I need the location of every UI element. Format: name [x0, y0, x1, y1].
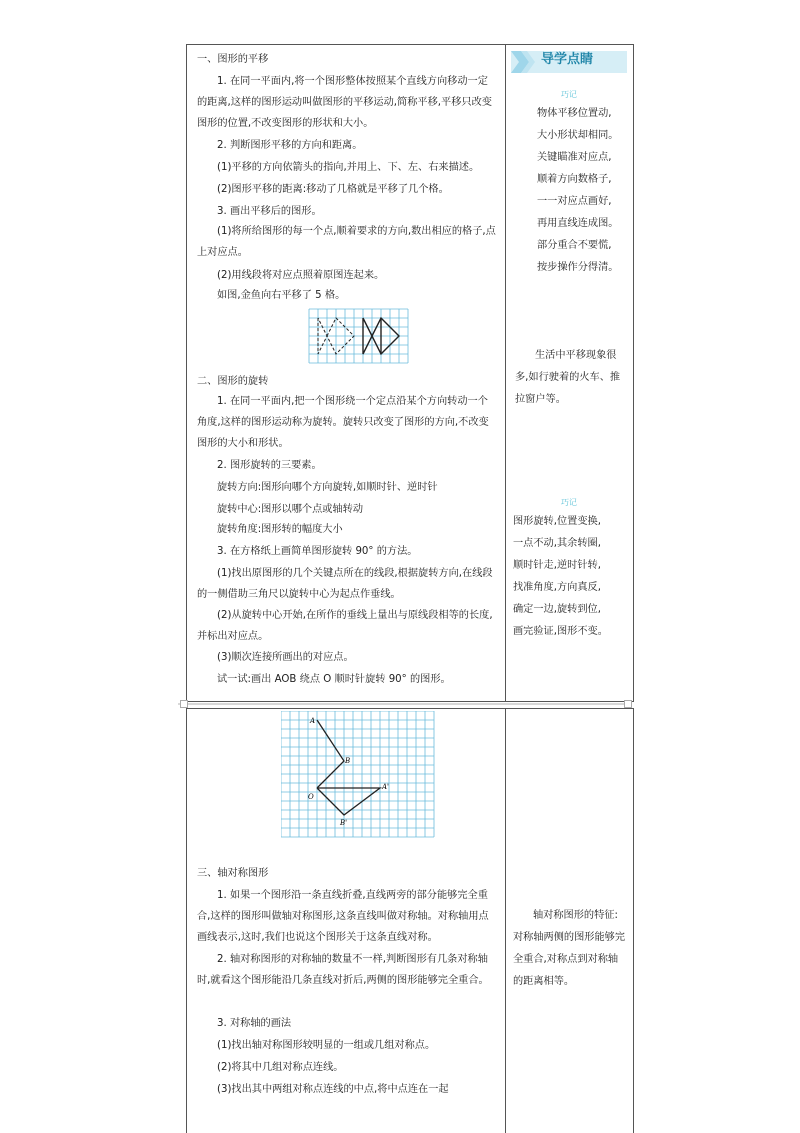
- section3-p1: 1. 如果一个图形沿一条直线折叠,直线两旁的部分能够完全重合,这样的图形叫做轴对称图形,这条直线叫做对称轴。对称轴用点画线表示,这时,我们也说这个图形关于这条直线对称。: [197, 890, 489, 943]
- sidebar-note1: 生活中平移现象很多,如行驶着的火车、推拉窗户等。: [515, 350, 621, 405]
- document-page-2: [186, 708, 634, 1133]
- section3-p6: (3)找出其中两组对称点连线的中点,将中点连在一起: [217, 1084, 449, 1095]
- mnemonic-line: 再用直线连成图。: [537, 218, 619, 229]
- page-break-marker-right: [624, 700, 632, 708]
- document-page-1: [186, 44, 634, 702]
- label-O: O: [308, 793, 314, 801]
- rotation-grid-figure: [281, 711, 437, 841]
- mnemonic-line: 一一对应点画好,: [537, 196, 612, 207]
- section1-p8: 如图,金鱼向右平移了 5 格。: [217, 290, 346, 301]
- mnemonic-line: 顺着方向数格子,: [537, 174, 612, 185]
- mnemonic-line: 一点不动,其余转圈,: [513, 538, 601, 549]
- label-A-prime: A': [382, 783, 389, 791]
- page-break-marker-left: [180, 700, 188, 708]
- section1-p3: (1)平移的方向依箭头的指向,并用上、下、左、右来描述。: [217, 162, 480, 173]
- section3-p3: 3. 对称轴的画法: [217, 1018, 292, 1029]
- page-break-bar: [178, 703, 630, 705]
- column-divider-2: [505, 709, 506, 1133]
- section1-p2: 2. 判断图形平移的方向和距离。: [217, 140, 363, 151]
- section1-p6: (1)将所给图形的每一个点,顺着要求的方向,数出相应的格子,点上对应点。: [197, 226, 496, 258]
- tip2-label: 巧记: [561, 498, 577, 507]
- mnemonic-line: 大小形状却相同。: [537, 130, 619, 141]
- section2-title: 二、图形的旋转: [197, 376, 269, 387]
- section2-p8: (2)从旋转中心开始,在所作的垂线上量出与原线段相等的长度,并标出对应点。: [197, 610, 493, 642]
- mnemonic-line: 确定一边,旋转到位,: [513, 604, 601, 615]
- section2-p6: 3. 在方格纸上画简单图形旋转 90° 的方法。: [217, 546, 418, 557]
- banner-title: 导学点睛: [541, 52, 594, 67]
- column-divider: [505, 45, 506, 701]
- section1-p1: 1. 在同一平面内,将一个图形整体按照某个直线方向移动一定的距离,这样的图形运动叫做图形的平移运动,简称平移,平移只改变图形的位置,不改变图形的形状和大小。: [197, 76, 492, 129]
- section2-p1: 1. 在同一平面内,把一个图形绕一个定点沿某个方向转动一个角度,这样的图形运动称为旋转。旋转只改变了图形的方向,不改变图形的大小和形状。: [197, 396, 489, 449]
- mnemonic-line: 关键瞄准对应点,: [537, 152, 612, 163]
- tip1-lines: [537, 103, 629, 279]
- section1-title: 一、图形的平移: [197, 54, 269, 65]
- section3-title: 三、轴对称图形: [197, 868, 269, 879]
- section2-p9: (3)顺次连接所画出的对应点。: [217, 652, 354, 663]
- section2-p7: (1)找出原图形的几个关键点所在的线段,根据旋转方向,在线段的一侧借助三角尺以旋转中心为起点作垂线。: [197, 568, 493, 600]
- tip1-label: 巧记: [561, 90, 577, 99]
- section1-p5: 3. 画出平移后的图形。: [217, 206, 322, 217]
- label-A: A: [310, 717, 316, 725]
- section1-p7: (2)用线段将对应点照着原图连起来。: [217, 270, 385, 281]
- translation-grid-figure: [307, 307, 411, 365]
- section2-p10: 试一试:画出 AOB 绕点 O 顺时针旋转 90° 的图形。: [217, 674, 451, 685]
- mnemonic-line: 画完验证,图形不变。: [513, 626, 608, 637]
- mnemonic-line: 物体平移位置动,: [537, 108, 612, 119]
- mnemonic-line: 图形旋转,位置变换,: [513, 516, 601, 527]
- mnemonic-line: 顺时针走,逆时针转,: [513, 560, 601, 571]
- mnemonic-line: 按步操作分得清。: [537, 262, 619, 273]
- label-B-prime: B': [340, 819, 348, 827]
- tip2-lines: [513, 511, 629, 643]
- section2-p5: 旋转角度:图形转的幅度大小: [217, 524, 343, 535]
- section2-p2: 2. 图形旋转的三要素。: [217, 460, 322, 471]
- section2-p3: 旋转方向:图形向哪个方向旋转,如顺时针、逆时针: [217, 482, 438, 493]
- section1-p4: (2)图形平移的距离:移动了几格就是平移了几个格。: [217, 184, 449, 195]
- label-B: B: [345, 757, 351, 765]
- section3-p4: (1)找出轴对称图形较明显的一组或几组对称点。: [217, 1040, 436, 1051]
- mnemonic-line: 部分重合不要慌,: [537, 240, 612, 251]
- mnemonic-line: 找准角度,方向真反,: [513, 582, 601, 593]
- section3-p5: (2)将其中几组对称点连线。: [217, 1062, 344, 1073]
- section3-p2: 2. 轴对称图形的对称轴的数量不一样,判断图形有几条对称轴时,就看这个图形能沿几条直线对折后,两侧的图形能够完全重合。: [197, 954, 489, 986]
- section2-p4: 旋转中心:图形以哪个点或轴转动: [217, 504, 364, 515]
- sidebar-note2: 轴对称图形的特征:对称轴两侧的图形能够完全重合,对称点到对称轴的距离相等。: [513, 910, 626, 987]
